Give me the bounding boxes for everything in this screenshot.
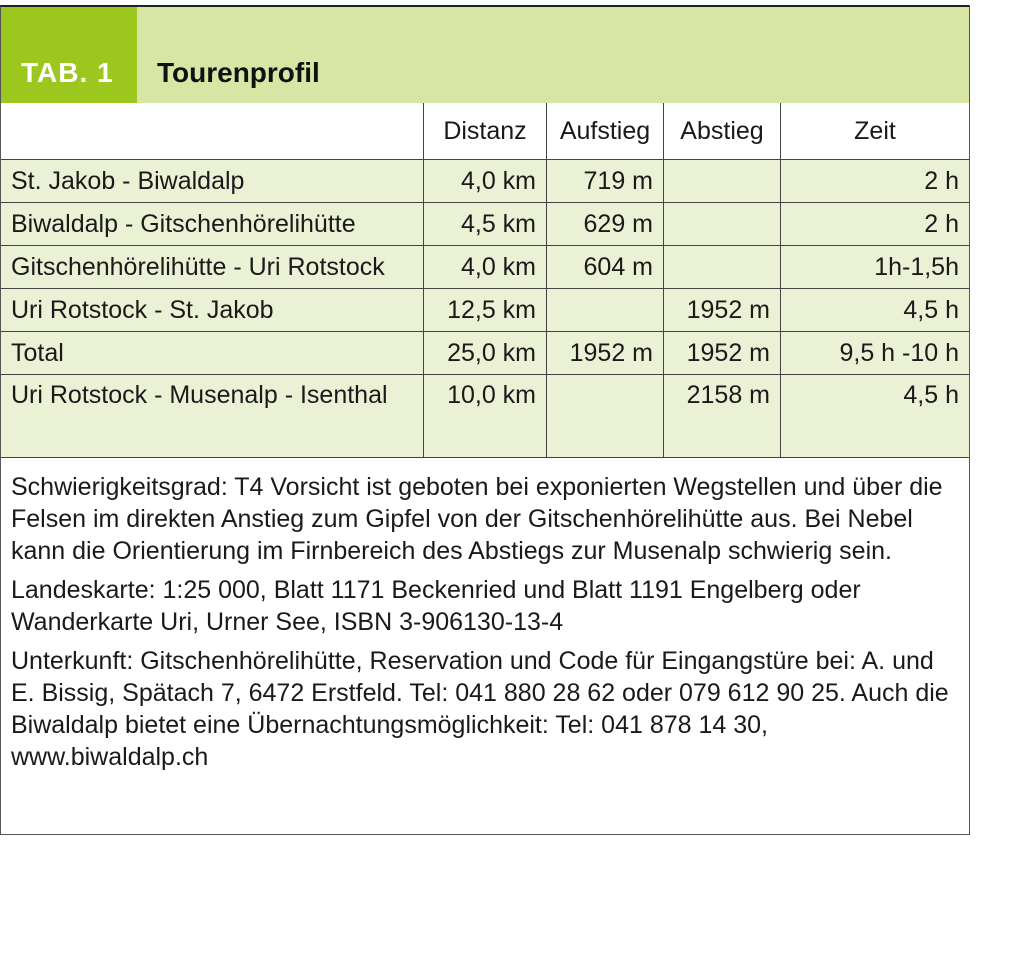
table-row bbox=[1, 289, 969, 332]
cell-time: 1h-1,5h bbox=[781, 246, 970, 289]
cell-ascent: 629 m bbox=[547, 203, 664, 246]
column-header-descent: Abstieg bbox=[664, 103, 781, 160]
column-header-distance: Distanz bbox=[424, 103, 547, 160]
column-header-ascent: Aufstieg bbox=[547, 103, 664, 160]
cell-ascent bbox=[547, 289, 664, 332]
cell-route: Total bbox=[1, 332, 424, 375]
table-row bbox=[1, 375, 969, 458]
table-number-label: TAB. 1 bbox=[1, 7, 137, 103]
cell-distance: 4,0 km bbox=[424, 160, 547, 203]
cell-route: Gitschenhörelihütte - Uri Rotstock bbox=[1, 246, 424, 289]
cell-distance: 12,5 km bbox=[424, 289, 547, 332]
cell-time: 2 h bbox=[781, 160, 970, 203]
cell-distance: 25,0 km bbox=[424, 332, 547, 375]
cell-descent bbox=[664, 203, 781, 246]
column-header-route bbox=[1, 103, 424, 160]
map-note: Landeskarte: 1:25 000, Blatt 1171 Beckenried und Blatt 1191 Engelberg oder Wanderkarte Uri, Urner See, ISBN 3-906130-13-4 bbox=[11, 576, 861, 636]
column-header-time: Zeit bbox=[781, 103, 970, 160]
cell-time: 2 h bbox=[781, 203, 970, 246]
cell-time: 4,5 h bbox=[781, 289, 970, 332]
cell-route: Uri Rotstock - Musenalp - Isenthal bbox=[1, 375, 424, 458]
cell-distance: 4,5 km bbox=[424, 203, 547, 246]
cell-ascent: 719 m bbox=[547, 160, 664, 203]
cell-ascent bbox=[547, 375, 664, 458]
cell-distance: 10,0 km bbox=[424, 375, 547, 458]
cell-ascent: 1952 m bbox=[547, 332, 664, 375]
cell-time: 9,5 h -10 h bbox=[781, 332, 970, 375]
table-header-bar bbox=[1, 7, 969, 104]
difficulty-note: Schwierigkeitsgrad: T4 Vorsicht ist geboten bei exponierten Wegstellen und über die Felsen im direkten Anstieg zum Gipfel von der Gitschenhörelihütte aus. Bei Nebel kann die Orientierung im Firnbereich des Abstiegs zur Musenalp schwierig sein. bbox=[11, 473, 943, 565]
table-header-row bbox=[1, 103, 969, 160]
cell-descent: 2158 m bbox=[664, 375, 781, 458]
cell-route: St. Jakob - Biwaldalp bbox=[1, 160, 424, 203]
cell-route: Uri Rotstock - St. Jakob bbox=[1, 289, 424, 332]
table-row bbox=[1, 160, 969, 203]
lodging-note: Unterkunft: Gitschenhörelihütte, Reservation und Code für Eingangstüre bei: A. und E. Bissig, Spätach 7, 6472 Erstfeld. Tel: 041 880 28 62 oder 079 612 90 25. Auch die Biwaldalp bietet eine Übernachtungsmöglichkeit: Tel: 041 878 14 30, www.biwaldalp.ch bbox=[11, 647, 949, 771]
tour-profile-table bbox=[1, 103, 969, 458]
table-row bbox=[1, 246, 969, 289]
cell-descent bbox=[664, 246, 781, 289]
table-frame bbox=[0, 5, 970, 835]
table-row-total bbox=[1, 332, 969, 375]
cell-time: 4,5 h bbox=[781, 375, 970, 458]
table-notes bbox=[11, 471, 956, 780]
cell-descent bbox=[664, 160, 781, 203]
table-row bbox=[1, 203, 969, 246]
cell-descent: 1952 m bbox=[664, 332, 781, 375]
cell-route: Biwaldalp - Gitschenhörelihütte bbox=[1, 203, 424, 246]
cell-descent: 1952 m bbox=[664, 289, 781, 332]
cell-ascent: 604 m bbox=[547, 246, 664, 289]
cell-distance: 4,0 km bbox=[424, 246, 547, 289]
table-title: Tourenprofil bbox=[157, 57, 320, 88]
